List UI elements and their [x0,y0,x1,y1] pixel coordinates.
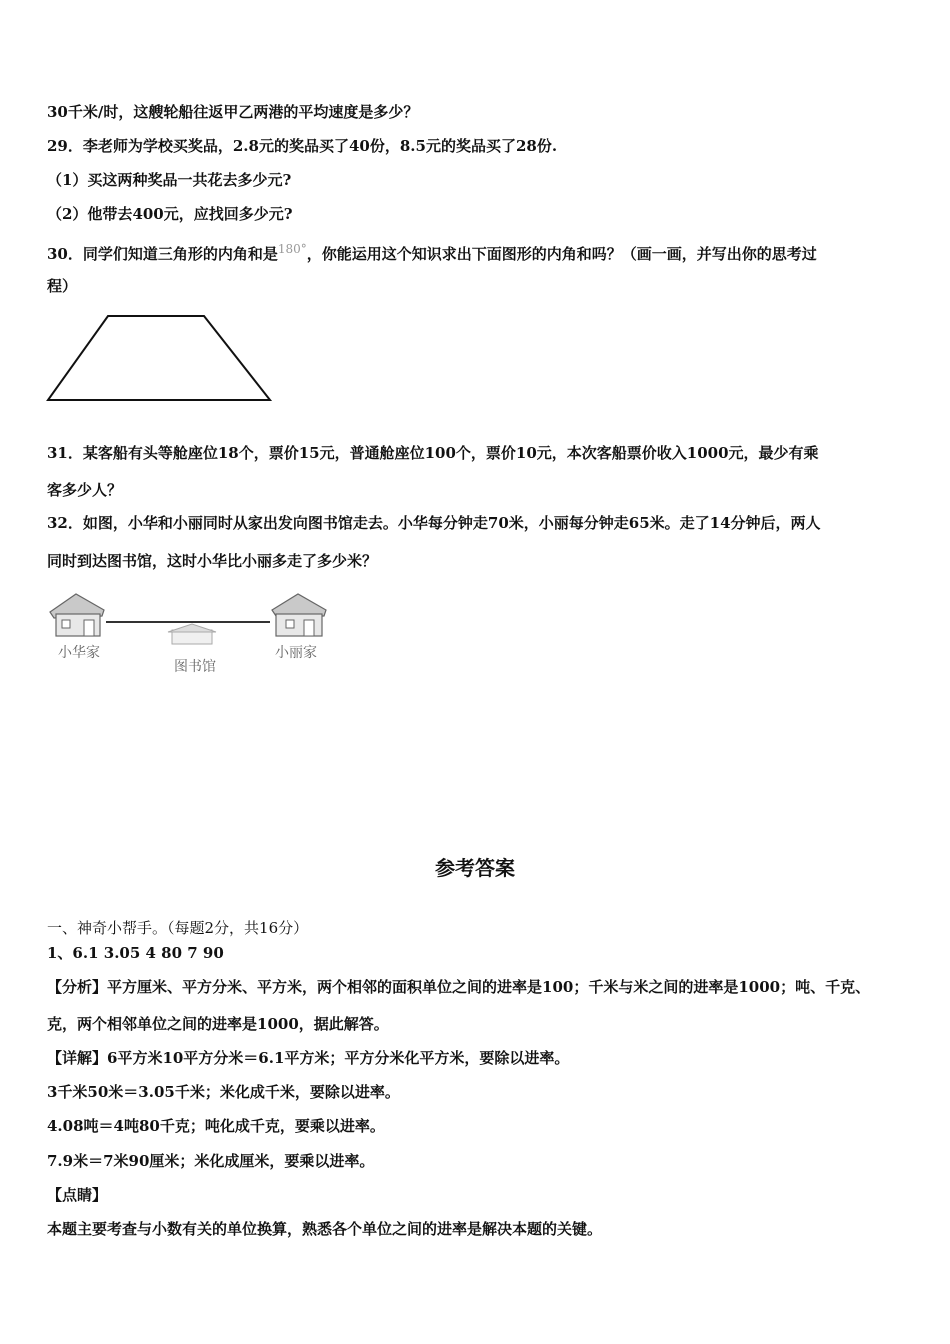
question-30-text-a: 30．同学们知道三角形的内角和是 [47,245,278,263]
trapezoid-figure [44,312,276,406]
question-30 [47,239,914,264]
answer-analysis: 【分析】平方厘米、平方分米、平方米，两个相邻的面积单位之间的进率是100；千米与米之间的进率是1000；吨、千克、 [47,978,871,996]
question-31: 31．某客船有头等舱座位18个，票价15元，普通舱座位100个，票价10元，本次客船票价收入1000元，最少有乘 [47,444,819,462]
question-31-continued: 客多少人？ [47,481,123,499]
answer-section-heading: 一、神奇小帮手。（每题2分，共16分） [47,919,309,937]
question-29-part-2: （2）他带去400元，应找回多少元? [47,205,293,223]
label-xiaohua-home: 小华家 [58,645,100,661]
question-29: 29．李老师为学校买奖品，2.8元的奖品买了40份，8.5元的奖品买了28份. [47,137,558,155]
question-30-continued: 程） [47,277,78,295]
answer-detail-3: 4.08吨＝4吨80千克；吨化成千克，要乘以进率。 [47,1117,385,1135]
question-28-continued: 30千米/时，这艘轮船往返甲乙两港的平均速度是多少？ [47,103,419,121]
label-library: 图书馆 [174,659,216,675]
answer-detail-1: 【详解】6平方米10平方分米＝6.1平方米；平方分米化平方米，要除以进率。 [47,1049,570,1067]
question-29-part-1: （1）买这两种奖品一共花去多少元? [47,171,292,189]
house-right-icon [272,594,326,636]
answer-comment-heading: 【点睛】 [47,1186,108,1204]
answer-detail-4: 7.9米＝7米90厘米；米化成厘米，要乘以进率。 [47,1152,375,1170]
question-32-continued: 同时到达图书馆，这时小华比小丽多走了多少米？ [47,552,378,570]
label-xiaoli-home: 小丽家 [275,645,317,661]
degree-value: 180° [277,242,307,256]
question-30-text-b: ，你能运用这个知识求出下面图形的内角和吗？（画一画，并写出你的思考过 [306,245,817,263]
answer-title: 参考答案 [435,856,515,880]
answer-detail-2: 3千米50米＝3.05千米；米化成千米，要除以进率。 [47,1083,400,1101]
house-left-icon [50,594,104,636]
question-32: 32．如图，小华和小丽同时从家出发向图书馆走去。小华每分钟走70米，小丽每分钟走65米。走了14分钟后，两人 [47,514,821,532]
library-icon [168,624,216,644]
answer-analysis-continued: 克，两个相邻单位之间的进率是1000，据此解答。 [47,1015,389,1033]
answer-comment: 本题主要考查与小数有关的单位换算，熟悉各个单位之间的进率是解决本题的关键。 [47,1220,603,1238]
answer-1: 1、6.1 3.05 4 80 7 90 [47,944,224,962]
